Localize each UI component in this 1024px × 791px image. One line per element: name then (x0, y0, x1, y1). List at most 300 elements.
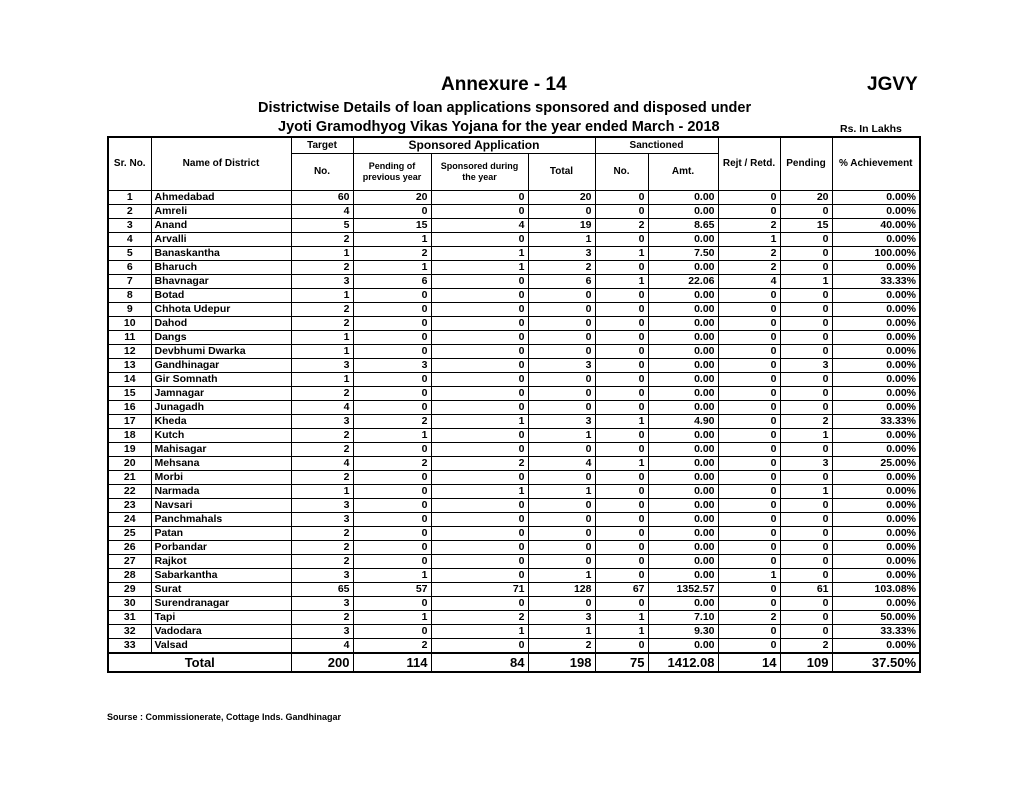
rejected-cell: 0 (718, 582, 780, 596)
sr-cell: 29 (108, 582, 151, 596)
achievement-cell: 0.00% (832, 330, 920, 344)
sanctioned-no-cell: 0 (595, 470, 648, 484)
sr-cell: 30 (108, 596, 151, 610)
pending-prev-cell: 0 (353, 288, 431, 302)
sponsored-cell: 2 (431, 456, 528, 470)
total-cell: 19 (528, 218, 595, 232)
pending-cell: 2 (780, 414, 832, 428)
district-cell: Gir Somnath (151, 372, 291, 386)
total-row (108, 653, 920, 672)
rejected-cell: 2 (718, 260, 780, 274)
rejected-cell: 0 (718, 302, 780, 316)
achievement-cell: 25.00% (832, 456, 920, 470)
sanctioned-amt-cell: 0.00 (648, 330, 718, 344)
sr-cell: 33 (108, 638, 151, 653)
table-row (108, 204, 920, 218)
sanctioned-no-cell: 2 (595, 218, 648, 232)
sanctioned-no-cell: 0 (595, 288, 648, 302)
total-cell: 0 (528, 316, 595, 330)
sanctioned-no-cell: 0 (595, 638, 648, 653)
district-loan-table (107, 136, 921, 673)
sanctioned-amt-cell: 0.00 (648, 470, 718, 484)
rejected-cell: 0 (718, 190, 780, 204)
district-cell: Sabarkantha (151, 568, 291, 582)
target-cell: 2 (291, 260, 353, 274)
pending-prev-cell: 15 (353, 218, 431, 232)
rejected-cell: 2 (718, 218, 780, 232)
rejected-cell: 0 (718, 596, 780, 610)
target-cell: 60 (291, 190, 353, 204)
subtitle-line-2: Jyoti Gramodhyog Vikas Yojana for the year ended March - 2018 (278, 119, 720, 135)
sr-cell: 28 (108, 568, 151, 582)
achievement-cell: 0.00% (832, 288, 920, 302)
header-pending: Pending (780, 137, 832, 190)
pending-cell: 0 (780, 344, 832, 358)
pending-prev-cell: 1 (353, 428, 431, 442)
sponsored-cell: 0 (431, 274, 528, 288)
district-cell: Gandhinagar (151, 358, 291, 372)
total-cell: 0 (528, 596, 595, 610)
pending-cell: 3 (780, 358, 832, 372)
sanctioned-no-cell: 0 (595, 260, 648, 274)
pending-prev-cell: 0 (353, 554, 431, 568)
achievement-cell: 0.00% (832, 512, 920, 526)
sanctioned-no-cell: 0 (595, 330, 648, 344)
sanctioned-amt-cell: 0.00 (648, 512, 718, 526)
table-row (108, 568, 920, 582)
district-cell: Kheda (151, 414, 291, 428)
header-sponsored-application: Sponsored Application (353, 137, 595, 153)
sr-cell: 26 (108, 540, 151, 554)
sanctioned-no-cell: 0 (595, 232, 648, 246)
sanctioned-amt-cell: 7.50 (648, 246, 718, 260)
district-cell: Surendranagar (151, 596, 291, 610)
pending-prev-cell: 0 (353, 526, 431, 540)
rejected-cell: 0 (718, 554, 780, 568)
table-row (108, 638, 920, 653)
table-row (108, 260, 920, 274)
rejected-cell: 0 (718, 316, 780, 330)
target-cell: 2 (291, 540, 353, 554)
target-cell: 1 (291, 246, 353, 260)
sanctioned-amt-cell: 0.00 (648, 554, 718, 568)
rejected-cell: 0 (718, 540, 780, 554)
sr-cell: 20 (108, 456, 151, 470)
sponsored-cell: 0 (431, 442, 528, 456)
district-cell: Chhota Udepur (151, 302, 291, 316)
sanctioned-no-cell: 0 (595, 344, 648, 358)
sponsored-cell: 0 (431, 512, 528, 526)
total-cell: 2 (528, 638, 595, 653)
sponsored-cell: 0 (431, 540, 528, 554)
sanctioned-no-cell: 0 (595, 526, 648, 540)
target-cell: 4 (291, 204, 353, 218)
pending-prev-cell: 2 (353, 414, 431, 428)
sr-cell: 31 (108, 610, 151, 624)
district-cell: Devbhumi Dwarka (151, 344, 291, 358)
header-target-no: No. (291, 153, 353, 190)
sanctioned-no-cell: 0 (595, 568, 648, 582)
header-sanctioned-amt: Amt. (648, 153, 718, 190)
sponsored-cell: 71 (431, 582, 528, 596)
table-row (108, 610, 920, 624)
pending-prev-cell: 0 (353, 386, 431, 400)
achievement-cell: 0.00% (832, 190, 920, 204)
target-cell: 1 (291, 344, 353, 358)
sr-cell: 6 (108, 260, 151, 274)
sr-cell: 23 (108, 498, 151, 512)
rejected-cell: 0 (718, 498, 780, 512)
pending-cell: 0 (780, 540, 832, 554)
pending-prev-cell: 0 (353, 400, 431, 414)
total-cell: 0 (528, 330, 595, 344)
sanctioned-no-cell: 0 (595, 302, 648, 316)
pending-cell: 2 (780, 638, 832, 653)
sanctioned-amt-cell: 1352.57 (648, 582, 718, 596)
sanctioned-no-cell: 1 (595, 610, 648, 624)
total-cell: 2 (528, 260, 595, 274)
sanctioned-no-cell: 0 (595, 512, 648, 526)
pending-cell: 1 (780, 484, 832, 498)
sponsored-cell: 0 (431, 386, 528, 400)
district-cell: Anand (151, 218, 291, 232)
achievement-cell: 0.00% (832, 470, 920, 484)
sponsored-cell: 0 (431, 288, 528, 302)
target-cell: 4 (291, 638, 353, 653)
rejected-cell: 1 (718, 232, 780, 246)
pending-prev-cell: 1 (353, 610, 431, 624)
district-cell: Vadodara (151, 624, 291, 638)
target-cell: 2 (291, 470, 353, 484)
table-row (108, 526, 920, 540)
sponsored-cell: 0 (431, 358, 528, 372)
sr-cell: 8 (108, 288, 151, 302)
table-row (108, 596, 920, 610)
table-row (108, 540, 920, 554)
sanctioned-no-cell: 0 (595, 316, 648, 330)
pending-prev-cell: 1 (353, 260, 431, 274)
table-row (108, 288, 920, 302)
pending-prev-cell: 0 (353, 470, 431, 484)
total-sanctioned-amt-cell: 1412.08 (648, 653, 718, 672)
target-cell: 3 (291, 274, 353, 288)
total-cell: 0 (528, 400, 595, 414)
sponsored-cell: 0 (431, 568, 528, 582)
target-cell: 2 (291, 302, 353, 316)
achievement-cell: 0.00% (832, 554, 920, 568)
district-cell: Rajkot (151, 554, 291, 568)
header-target: Target (291, 137, 353, 153)
sr-cell: 25 (108, 526, 151, 540)
subtitle-line-1-text: Districtwise Details of loan applications sponsored and disposed under (258, 100, 752, 116)
sanctioned-amt-cell: 0.00 (648, 316, 718, 330)
district-cell: Banaskantha (151, 246, 291, 260)
table-row (108, 484, 920, 498)
header-total: Total (528, 153, 595, 190)
target-cell: 4 (291, 400, 353, 414)
sanctioned-no-cell: 0 (595, 484, 648, 498)
sanctioned-no-cell: 1 (595, 414, 648, 428)
district-cell: Patan (151, 526, 291, 540)
sanctioned-no-cell: 0 (595, 358, 648, 372)
sanctioned-no-cell: 0 (595, 498, 648, 512)
table-row (108, 274, 920, 288)
sanctioned-amt-cell: 0.00 (648, 260, 718, 274)
achievement-cell: 0.00% (832, 400, 920, 414)
sanctioned-amt-cell: 0.00 (648, 456, 718, 470)
rejected-cell: 0 (718, 204, 780, 218)
sanctioned-no-cell: 0 (595, 386, 648, 400)
sr-cell: 3 (108, 218, 151, 232)
table-row (108, 386, 920, 400)
rejected-cell: 0 (718, 512, 780, 526)
sr-cell: 18 (108, 428, 151, 442)
pending-prev-cell: 0 (353, 442, 431, 456)
rejected-cell: 0 (718, 638, 780, 653)
pending-cell: 0 (780, 442, 832, 456)
pending-cell: 0 (780, 330, 832, 344)
target-cell: 2 (291, 554, 353, 568)
district-cell: Jamnagar (151, 386, 291, 400)
total-cell: 0 (528, 386, 595, 400)
sr-cell: 4 (108, 232, 151, 246)
table-row (108, 554, 920, 568)
target-cell: 2 (291, 428, 353, 442)
pending-cell: 0 (780, 400, 832, 414)
rejected-cell: 0 (718, 428, 780, 442)
pending-cell: 0 (780, 526, 832, 540)
total-cell: 1 (528, 428, 595, 442)
table-row (108, 470, 920, 484)
sanctioned-no-cell: 0 (595, 428, 648, 442)
target-cell: 1 (291, 484, 353, 498)
pending-cell: 20 (780, 190, 832, 204)
achievement-cell: 0.00% (832, 428, 920, 442)
target-cell: 3 (291, 414, 353, 428)
table-row (108, 456, 920, 470)
sponsored-cell: 1 (431, 484, 528, 498)
pending-prev-cell: 0 (353, 596, 431, 610)
table-row (108, 428, 920, 442)
rejected-cell: 0 (718, 358, 780, 372)
rejected-cell: 1 (718, 568, 780, 582)
header-district: Name of District (151, 137, 291, 190)
total-label: Total (108, 653, 291, 672)
sanctioned-no-cell: 1 (595, 246, 648, 260)
achievement-cell: 0.00% (832, 260, 920, 274)
total-cell: 0 (528, 526, 595, 540)
achievement-cell: 0.00% (832, 568, 920, 582)
achievement-cell: 0.00% (832, 316, 920, 330)
table-row (108, 358, 920, 372)
sanctioned-amt-cell: 0.00 (648, 302, 718, 316)
header-sanctioned: Sanctioned (595, 137, 718, 153)
total-pending-cell: 109 (780, 653, 832, 672)
sr-cell: 19 (108, 442, 151, 456)
sanctioned-amt-cell: 0.00 (648, 386, 718, 400)
pending-prev-cell: 57 (353, 582, 431, 596)
pending-prev-cell: 0 (353, 484, 431, 498)
table-row (108, 582, 920, 596)
district-cell: Bharuch (151, 260, 291, 274)
rejected-cell: 4 (718, 274, 780, 288)
sr-cell: 16 (108, 400, 151, 414)
sr-cell: 9 (108, 302, 151, 316)
achievement-cell: 0.00% (832, 526, 920, 540)
sanctioned-amt-cell: 0.00 (648, 372, 718, 386)
sr-cell: 32 (108, 624, 151, 638)
rejected-cell: 2 (718, 246, 780, 260)
achievement-cell: 0.00% (832, 484, 920, 498)
sanctioned-amt-cell: 0.00 (648, 428, 718, 442)
sanctioned-no-cell: 0 (595, 596, 648, 610)
sr-cell: 24 (108, 512, 151, 526)
achievement-cell: 40.00% (832, 218, 920, 232)
sanctioned-amt-cell: 0.00 (648, 498, 718, 512)
sanctioned-amt-cell: 0.00 (648, 358, 718, 372)
pending-prev-cell: 1 (353, 232, 431, 246)
pending-prev-cell: 0 (353, 344, 431, 358)
achievement-cell: 33.33% (832, 414, 920, 428)
table-row (108, 302, 920, 316)
total-cell: 3 (528, 414, 595, 428)
target-cell: 2 (291, 610, 353, 624)
header-rejected: Rejt / Retd. (718, 137, 780, 190)
sponsored-cell: 0 (431, 344, 528, 358)
pending-cell: 0 (780, 246, 832, 260)
pending-prev-cell: 6 (353, 274, 431, 288)
sanctioned-no-cell: 0 (595, 190, 648, 204)
sanctioned-no-cell: 0 (595, 204, 648, 218)
pending-prev-cell: 0 (353, 498, 431, 512)
sanctioned-amt-cell: 7.10 (648, 610, 718, 624)
table-row (108, 624, 920, 638)
pending-cell: 0 (780, 316, 832, 330)
district-cell: Mahisagar (151, 442, 291, 456)
total-pending-prev-cell: 114 (353, 653, 431, 672)
table-header (108, 137, 920, 190)
pending-prev-cell: 0 (353, 372, 431, 386)
district-cell: Surat (151, 582, 291, 596)
achievement-cell: 0.00% (832, 344, 920, 358)
pending-prev-cell: 2 (353, 246, 431, 260)
total-cell: 20 (528, 190, 595, 204)
district-cell: Porbandar (151, 540, 291, 554)
pending-cell: 0 (780, 372, 832, 386)
target-cell: 2 (291, 526, 353, 540)
sr-cell: 21 (108, 470, 151, 484)
sr-cell: 1 (108, 190, 151, 204)
rejected-cell: 0 (718, 372, 780, 386)
achievement-cell: 0.00% (832, 386, 920, 400)
rejected-cell: 2 (718, 610, 780, 624)
pending-cell: 0 (780, 260, 832, 274)
pending-cell: 0 (780, 302, 832, 316)
target-cell: 1 (291, 288, 353, 302)
rejected-cell: 0 (718, 344, 780, 358)
header-pending-prev: Pending of previous year (353, 153, 431, 190)
target-cell: 5 (291, 218, 353, 232)
sanctioned-no-cell: 0 (595, 442, 648, 456)
target-cell: 65 (291, 582, 353, 596)
sr-cell: 14 (108, 372, 151, 386)
sponsored-cell: 1 (431, 246, 528, 260)
total-achievement-cell: 37.50% (832, 653, 920, 672)
sponsored-cell: 0 (431, 372, 528, 386)
district-cell: Valsad (151, 638, 291, 653)
sr-cell: 2 (108, 204, 151, 218)
pending-prev-cell: 0 (353, 302, 431, 316)
table-row (108, 344, 920, 358)
sponsored-cell: 0 (431, 498, 528, 512)
district-cell: Panchmahals (151, 512, 291, 526)
table-row (108, 372, 920, 386)
sanctioned-no-cell: 0 (595, 372, 648, 386)
rejected-cell: 0 (718, 484, 780, 498)
sanctioned-amt-cell: 0.00 (648, 526, 718, 540)
total-target-cell: 200 (291, 653, 353, 672)
table-row (108, 442, 920, 456)
achievement-cell: 0.00% (832, 596, 920, 610)
target-cell: 3 (291, 568, 353, 582)
pending-prev-cell: 20 (353, 190, 431, 204)
target-cell: 2 (291, 316, 353, 330)
sponsored-cell: 4 (431, 218, 528, 232)
sponsored-cell: 0 (431, 470, 528, 484)
achievement-cell: 33.33% (832, 274, 920, 288)
total-cell: 0 (528, 372, 595, 386)
total-cell: 0 (528, 554, 595, 568)
sr-cell: 13 (108, 358, 151, 372)
total-cell: 0 (528, 498, 595, 512)
rejected-cell: 0 (718, 470, 780, 484)
achievement-cell: 33.33% (832, 624, 920, 638)
district-cell: Ahmedabad (151, 190, 291, 204)
sanctioned-amt-cell: 4.90 (648, 414, 718, 428)
sr-cell: 10 (108, 316, 151, 330)
sanctioned-no-cell: 1 (595, 456, 648, 470)
rejected-cell: 0 (718, 526, 780, 540)
pending-cell: 0 (780, 568, 832, 582)
sponsored-cell: 0 (431, 302, 528, 316)
total-rejected-cell: 14 (718, 653, 780, 672)
sanctioned-amt-cell: 0.00 (648, 204, 718, 218)
table-row (108, 498, 920, 512)
sanctioned-amt-cell: 8.65 (648, 218, 718, 232)
total-cell: 0 (528, 512, 595, 526)
target-cell: 4 (291, 456, 353, 470)
achievement-cell: 103.08% (832, 582, 920, 596)
sanctioned-amt-cell: 9.30 (648, 624, 718, 638)
district-cell: Bhavnagar (151, 274, 291, 288)
sr-cell: 12 (108, 344, 151, 358)
sponsored-cell: 1 (431, 260, 528, 274)
rejected-cell: 0 (718, 386, 780, 400)
total-cell: 3 (528, 246, 595, 260)
sanctioned-no-cell: 0 (595, 540, 648, 554)
sponsored-cell: 1 (431, 414, 528, 428)
total-total-cell: 198 (528, 653, 595, 672)
sanctioned-no-cell: 0 (595, 554, 648, 568)
district-cell: Kutch (151, 428, 291, 442)
sponsored-cell: 0 (431, 554, 528, 568)
total-cell: 4 (528, 456, 595, 470)
scheme-code: JGVY (867, 74, 918, 95)
pending-prev-cell: 2 (353, 456, 431, 470)
table-body (108, 190, 920, 672)
achievement-cell: 0.00% (832, 498, 920, 512)
sponsored-cell: 0 (431, 204, 528, 218)
